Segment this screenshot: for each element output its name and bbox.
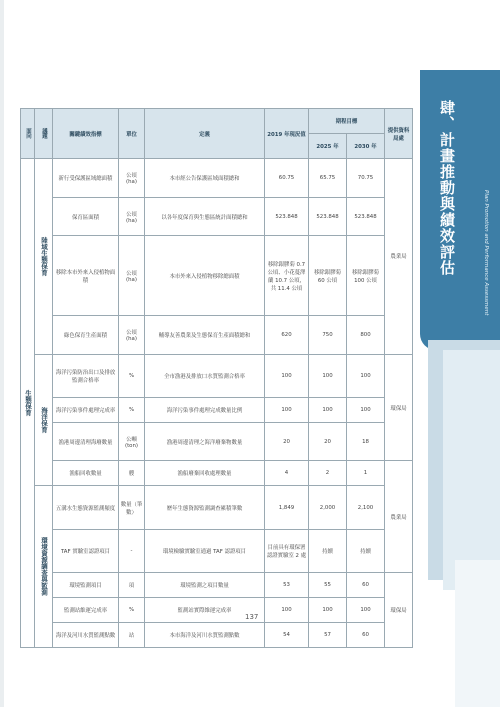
unit-cell: 公頃 (ha) (119, 197, 145, 236)
definition-cell: 海洋污染事件處理完成數量比例 (145, 397, 265, 422)
decorative-band-fade (455, 560, 500, 707)
y2025-cell: 65.75 (309, 159, 347, 198)
unit-cell: 公頃 (ha) (119, 236, 145, 316)
source-cell: 環保局 (385, 354, 413, 461)
y2025-cell: 2,000 (309, 486, 347, 529)
y2025-cell: 100 (309, 397, 347, 422)
y2030-cell: 1 (347, 461, 385, 486)
group-label: 陸域生態保育 (35, 159, 53, 355)
baseline-cell: 4 (265, 461, 309, 486)
y2025-cell: 523.848 (309, 197, 347, 236)
table-row (21, 354, 413, 397)
group-label: 海洋保育 (35, 354, 53, 486)
source-cell: 農業局 (385, 461, 413, 572)
definition-cell: 環境監測之項目數量 (145, 572, 265, 597)
unit-cell: 項 (119, 572, 145, 597)
y2025-cell: 55 (309, 572, 347, 597)
y2030-cell: 移除銀膠菊 100 公頃 (347, 236, 385, 316)
dimension-label: 生態保育 (21, 159, 35, 648)
baseline-cell: 100 (265, 597, 309, 622)
header-row-1 (21, 109, 413, 134)
y2025-cell: 移除銀膠菊 60 公頃 (309, 236, 347, 316)
kpi-cell: 海洋污染事件處理完成率 (53, 397, 119, 422)
y2030-cell: 100 (347, 597, 385, 622)
definition-cell: 以各年度保育與生態區統計面積總和 (145, 197, 265, 236)
col-header-unit: 單位 (119, 109, 145, 159)
table-row (21, 622, 413, 647)
unit-cell: - (119, 529, 145, 572)
table-row (21, 236, 413, 316)
kpi-cell: 漁船回收數量 (53, 461, 119, 486)
unit-cell: 公頃 (ha) (119, 315, 145, 354)
y2025-cell: 持續 (309, 529, 347, 572)
unit-cell: 艘 (119, 461, 145, 486)
unit-cell: 數量（筆數） (119, 486, 145, 529)
table-row (21, 197, 413, 236)
kpi-cell: 五溝水生態資源監測頻度 (53, 486, 119, 529)
table-row (21, 159, 413, 198)
table-row (21, 461, 413, 486)
kpi-cell: 移除本市外來入侵植物面積 (53, 236, 119, 316)
col-header-topic: 議題 (35, 109, 53, 159)
definition-cell: 監測站實際維運完成率 (145, 597, 265, 622)
chapter-title: 肆、計畫推動與績效評估 (438, 100, 456, 276)
col-header-baseline: 2019 年現況值 (265, 109, 309, 159)
baseline-cell: 20 (265, 422, 309, 461)
page-edge-strip (0, 0, 4, 707)
table-row (21, 315, 413, 354)
kpi-cell: 海洋及河川水質監測點數 (53, 622, 119, 647)
y2025-cell: 100 (309, 597, 347, 622)
baseline-cell: 1,849 (265, 486, 309, 529)
definition-cell: 歷年生態資源監測調查累積筆數 (145, 486, 265, 529)
unit-cell: 站 (119, 622, 145, 647)
definition-cell: 全市漁港及排放口水質監測合格率 (145, 354, 265, 397)
col-header-2030: 2030 年 (347, 134, 385, 159)
baseline-cell: 54 (265, 622, 309, 647)
decorative-band-light (443, 350, 500, 590)
table-row (21, 572, 413, 597)
y2030-cell: 100 (347, 397, 385, 422)
kpi-cell: 環境監測項目 (53, 572, 119, 597)
source-cell: 環保局 (385, 572, 413, 647)
y2025-cell: 2 (309, 461, 347, 486)
unit-cell: 公噸 (ton) (119, 422, 145, 461)
table-row (21, 422, 413, 461)
y2030-cell: 523.848 (347, 197, 385, 236)
kpi-cell: TAF 實驗室認證項目 (53, 529, 119, 572)
unit-cell: % (119, 397, 145, 422)
definition-cell: 本市海洋及河川水質監測點數 (145, 622, 265, 647)
baseline-cell: 100 (265, 354, 309, 397)
definition-cell: 本市經公告保護區域面積總和 (145, 159, 265, 198)
baseline-cell: 移除銀膠菊 0.7 公頃、小花蔓澤蘭 10.7 公頃，共 11.4 公頃 (265, 236, 309, 316)
y2025-cell: 100 (309, 354, 347, 397)
y2030-cell: 60 (347, 622, 385, 647)
kpi-cell: 漁港周邊清理海廢數量 (53, 422, 119, 461)
kpi-table (20, 108, 413, 648)
baseline-cell: 100 (265, 397, 309, 422)
y2025-cell: 750 (309, 315, 347, 354)
baseline-cell: 620 (265, 315, 309, 354)
col-header-2025: 2025 年 (309, 134, 347, 159)
y2030-cell: 100 (347, 354, 385, 397)
y2030-cell: 2,100 (347, 486, 385, 529)
chapter-subtitle: Plan Promotion and Performance Assessment (483, 190, 489, 316)
y2030-cell: 持續 (347, 529, 385, 572)
y2030-cell: 800 (347, 315, 385, 354)
baseline-cell: 53 (265, 572, 309, 597)
unit-cell: % (119, 597, 145, 622)
unit-cell: % (119, 354, 145, 397)
group-label: 環境資源調查與監測 (35, 486, 53, 648)
col-header-dimension: 面向 (21, 109, 35, 159)
definition-cell: 漁港周邊清理之海洋廢棄物數量 (145, 422, 265, 461)
kpi-cell: 監測站維運完成率 (53, 597, 119, 622)
y2030-cell: 60 (347, 572, 385, 597)
kpi-cell: 新行受保護區域總面積 (53, 159, 119, 198)
table-row (21, 529, 413, 572)
definition-cell: 環境檢驗實驗室通過 TAF 認證項目 (145, 529, 265, 572)
table-row (21, 486, 413, 529)
unit-cell: 公頃 (ha) (119, 159, 145, 198)
baseline-cell: 60.75 (265, 159, 309, 198)
kpi-cell: 綠色保育生產面積 (53, 315, 119, 354)
page-number: 137 (245, 613, 259, 621)
kpi-cell: 保育區面積 (53, 197, 119, 236)
baseline-cell: 523.848 (265, 197, 309, 236)
col-header-kpi: 關鍵績效指標 (53, 109, 119, 159)
col-header-definition: 定義 (145, 109, 265, 159)
kpi-cell: 海洋污染防治出口及排放監測合格率 (53, 354, 119, 397)
table-row (21, 597, 413, 622)
col-header-source: 提供資料局處 (385, 109, 413, 159)
y2030-cell: 18 (347, 422, 385, 461)
col-header-target-group: 期程目標 (309, 109, 385, 134)
table-row (21, 397, 413, 422)
definition-cell: 漁船廢棄回收處理數量 (145, 461, 265, 486)
y2025-cell: 20 (309, 422, 347, 461)
definition-cell: 輔導友善農業及生態保育生產面積總和 (145, 315, 265, 354)
source-cell: 農業局 (385, 159, 413, 355)
y2025-cell: 57 (309, 622, 347, 647)
baseline-cell: 目前具有環保署認證實驗室 2 處 (265, 529, 309, 572)
definition-cell: 本市外來入侵植物移除總面積 (145, 236, 265, 316)
y2030-cell: 70.75 (347, 159, 385, 198)
